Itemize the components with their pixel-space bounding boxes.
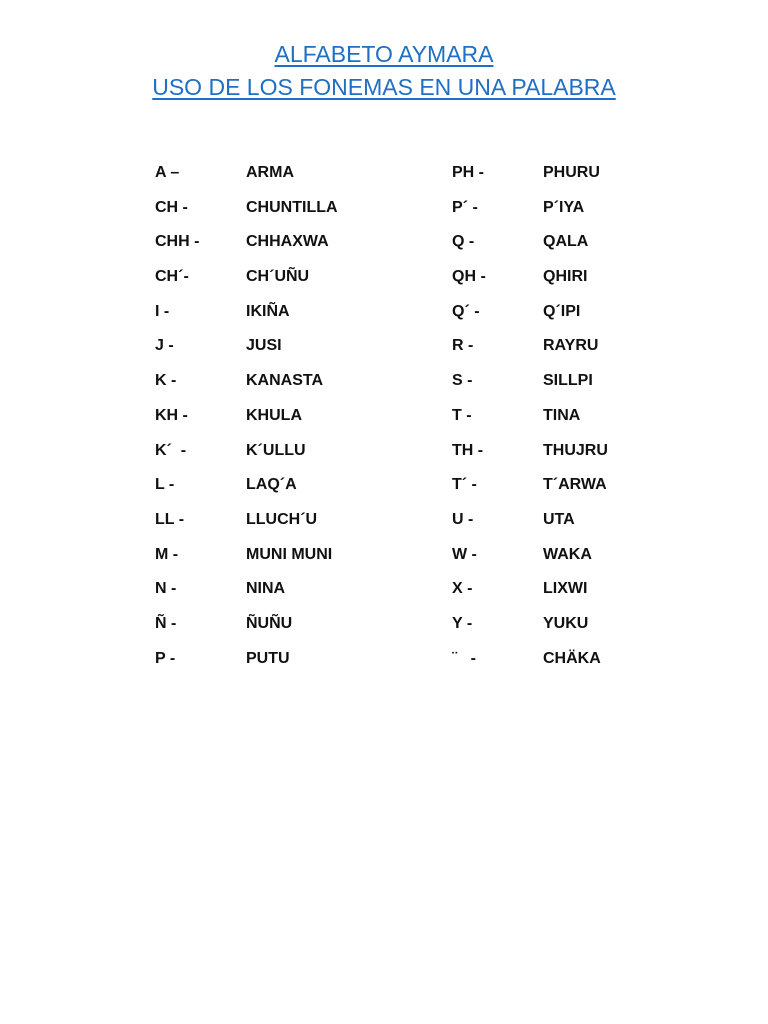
phoneme-right: R -: [452, 337, 474, 355]
phoneme-right: T -: [452, 406, 472, 424]
table-row: [155, 539, 635, 574]
example-word-left: K´ULLU: [246, 441, 306, 459]
alphabet-table: [155, 157, 635, 677]
phoneme-right: P´ -: [452, 198, 478, 216]
phoneme-left: N -: [155, 580, 177, 598]
phoneme-left: CH -: [155, 198, 188, 216]
table-row: [155, 261, 635, 296]
example-word-right: UTA: [543, 510, 575, 528]
example-word-right: WAKA: [543, 545, 592, 563]
phoneme-left: I -: [155, 302, 170, 320]
example-word-right: QHIRI: [543, 268, 588, 286]
example-word-right: SILLPI: [543, 372, 593, 390]
example-word-left: NINA: [246, 580, 286, 598]
example-word-left: ARMA: [246, 164, 294, 181]
phoneme-right: Q -: [452, 233, 475, 251]
table-row: [155, 330, 635, 365]
example-word-right: LIXWI: [543, 580, 588, 598]
phoneme-right: X -: [452, 580, 473, 598]
phoneme-right: W -: [452, 545, 477, 563]
example-word-right: CHÄKA: [543, 649, 601, 667]
example-word-right: YUKU: [543, 614, 589, 632]
phoneme-right: TH -: [452, 441, 484, 459]
phoneme-right: ¨ -: [452, 649, 476, 667]
example-word-left: CHHAXWA: [246, 233, 329, 251]
example-word-left: KHULA: [246, 406, 302, 424]
table-row: [155, 226, 635, 261]
phoneme-left: L -: [155, 476, 175, 494]
phoneme-right: U -: [452, 510, 474, 528]
table-row: [155, 296, 635, 331]
phoneme-right: QH -: [452, 268, 486, 286]
table-row: [155, 504, 635, 539]
example-word-left: KANASTA: [246, 372, 324, 390]
example-word-left: MUNI MUNI: [246, 545, 333, 563]
example-word-left: JUSI: [246, 337, 282, 355]
phoneme-right: Y -: [452, 614, 473, 632]
example-word-left: CHUNTILLA: [246, 198, 338, 216]
table-row: [155, 469, 635, 504]
example-word-left: LAQ´A: [246, 476, 297, 494]
table-row: [155, 643, 635, 678]
phoneme-left: P -: [155, 649, 176, 667]
table-row: [155, 365, 635, 400]
document-subtitle: USO DE LOS FONEMAS EN UNA PALABRA: [152, 74, 616, 100]
phoneme-left: K´ -: [155, 441, 187, 459]
phoneme-right: PH -: [452, 164, 484, 181]
phoneme-left: M -: [155, 545, 179, 563]
example-word-right: PHURU: [543, 164, 600, 181]
phoneme-left: CH´-: [155, 268, 189, 286]
example-word-right: Q´IPI: [543, 302, 581, 320]
table-row: [155, 435, 635, 470]
example-word-right: RAYRU: [543, 337, 599, 355]
table-row: [155, 192, 635, 227]
document-title: ALFABETO AYMARA: [274, 41, 494, 67]
phoneme-left: CHH -: [155, 233, 200, 251]
example-word-right: T´ARWA: [543, 476, 607, 494]
example-word-left: ÑUÑU: [246, 614, 293, 632]
example-word-right: TINA: [543, 406, 581, 424]
phoneme-left: LL -: [155, 510, 185, 528]
phoneme-right: T´ -: [452, 476, 477, 494]
example-word-left: CH´UÑU: [246, 268, 310, 286]
table-row: [155, 608, 635, 643]
phoneme-left: KH -: [155, 406, 188, 424]
phoneme-left: Ñ -: [155, 614, 177, 632]
example-word-right: THUJRU: [543, 441, 608, 459]
table-row: [155, 157, 635, 192]
example-word-right: P´IYA: [543, 198, 585, 216]
example-word-left: IKIÑA: [246, 302, 290, 320]
phoneme-left: A –: [155, 164, 180, 181]
example-word-left: PUTU: [246, 649, 290, 667]
phoneme-left: K -: [155, 372, 177, 390]
phoneme-left: J -: [155, 337, 174, 355]
table-row: [155, 400, 635, 435]
example-word-right: QALA: [543, 233, 589, 251]
phoneme-right: Q´ -: [452, 302, 480, 320]
table-row: [155, 573, 635, 608]
phoneme-right: S -: [452, 372, 473, 390]
example-word-left: LLUCH´U: [246, 510, 318, 528]
